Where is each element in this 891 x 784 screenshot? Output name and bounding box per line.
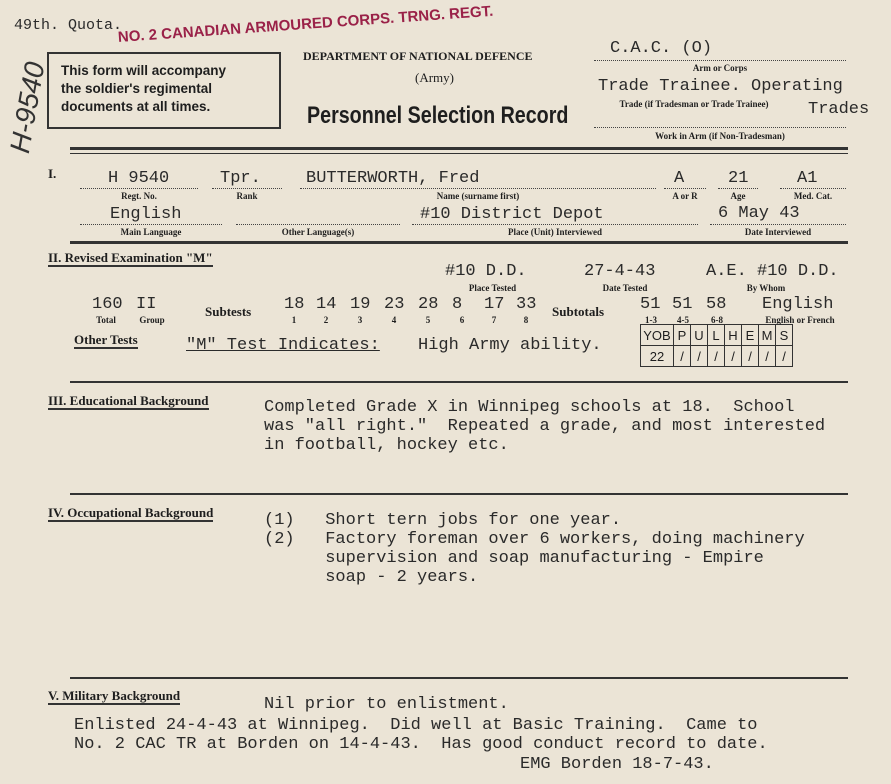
line: (1) Short tern jobs for one year. (264, 511, 622, 530)
line: Nil prior to enlistment. (264, 695, 509, 714)
pulhems-header: U (691, 325, 708, 346)
pulhems-header: E (742, 325, 759, 346)
by-whom: A.E. #10 D.D. (706, 262, 839, 281)
pulhems-header: P (674, 325, 691, 346)
subtotal-range: 1-3 (645, 315, 657, 325)
line: No. 2 CAC TR at Borden on 14-4-43. Has good conduct record to date. (74, 735, 768, 754)
label: Main Language (120, 227, 182, 237)
subtest-number: 3 (357, 315, 363, 325)
label: English or French (765, 315, 835, 325)
label: A or R (672, 191, 698, 201)
pulhems-header: H (725, 325, 742, 346)
label: Rank (236, 191, 258, 201)
title: V. Military Background (48, 688, 181, 703)
label: Other Tests (74, 332, 138, 347)
m-test-result: High Army ability. (418, 336, 602, 355)
title: III. Educational Background (48, 393, 209, 408)
line: was "all right." Repeated a grade, and most interested (264, 417, 826, 436)
pulhems-value: / (759, 346, 776, 367)
subtotals-label: Subtotals (552, 304, 605, 319)
pulhems-value: / (742, 346, 759, 367)
quota: 49th. Quota. (14, 17, 123, 34)
label: Name (surname first) (436, 191, 520, 201)
label: Place Tested (468, 283, 517, 293)
army: (Army) (415, 70, 454, 85)
handwritten-regt-no: H-9540 (4, 59, 51, 156)
group: II (136, 295, 157, 314)
label: Date Interviewed (744, 227, 812, 237)
label: Total (96, 315, 116, 325)
pulhems-header: YOB (641, 325, 674, 346)
a-or-r: A (674, 169, 685, 188)
label: Trade (if Tradesman or Trade Trainee) (619, 99, 769, 109)
line: in football, hockey etc. (264, 436, 509, 455)
place-interviewed: #10 District Depot (420, 205, 604, 224)
subtest-score: 23 (384, 295, 405, 314)
subtest-score: 18 (284, 295, 305, 314)
subtotal-range: 6-8 (711, 315, 723, 325)
line: Enlisted 24-4-43 at Winnipeg. Did well at Basic Training. Came to (74, 716, 758, 735)
subtests-label: Subtests (205, 304, 252, 319)
label: Regt. No. (121, 191, 157, 201)
label: Arm or Corps (692, 63, 748, 73)
trade-cont: Trades (808, 100, 870, 119)
line: soap - 2 years. (264, 568, 479, 587)
notice-box (47, 52, 281, 129)
subtest-number: 7 (491, 315, 497, 325)
pulhems-header: M (759, 325, 776, 346)
med-cat: A1 (797, 169, 818, 188)
pulhems-header: S (776, 325, 793, 346)
name: BUTTERWORTH, Fred (306, 169, 480, 188)
english-or-french: English (762, 295, 834, 314)
label: Date Tested (602, 283, 648, 293)
subtotal-score: 51 (640, 295, 661, 314)
notice-line: This form will accompany (61, 63, 227, 78)
title: IV. Occupational Background (48, 505, 214, 520)
rank: Tpr. (220, 169, 261, 188)
section-num: I. (48, 166, 57, 181)
age: 21 (728, 169, 749, 188)
subtest-score: 33 (516, 295, 537, 314)
subtest-number: 5 (425, 315, 431, 325)
main-language: English (110, 205, 182, 224)
line: supervision and soap manufacturing - Empire (264, 549, 764, 568)
section-4-title (48, 505, 213, 520)
page-title: Personnel Selection Record (307, 102, 569, 129)
subtotal-range: 4-5 (677, 315, 689, 325)
date-tested: 27-4-43 (584, 262, 656, 281)
pulhems-value: / (708, 346, 725, 367)
m-test-label: "M" Test Indicates: (186, 336, 380, 355)
subtest-score: 28 (418, 295, 439, 314)
arm-corps: C.A.C. (O) (610, 39, 713, 58)
department: DEPARTMENT OF NATIONAL DEFENCE (303, 49, 533, 63)
title: II. Revised Examination "M" (48, 250, 213, 265)
notice-line: the soldier's regimental (61, 81, 213, 96)
pulhems-value: / (691, 346, 708, 367)
label: By Whom (746, 283, 786, 293)
pulhems-value: / (776, 346, 793, 367)
signature-line: EMG Borden 18-7-43. (520, 755, 714, 774)
label: Med. Cat. (793, 191, 833, 201)
subtest-number: 4 (391, 315, 397, 325)
subtest-score: 8 (452, 295, 463, 314)
section-5-title (48, 688, 180, 703)
unit-stamp: NO. 2 CANADIAN ARMOURED CORPS. TRNG. REGT. (117, 2, 494, 46)
label: Age (730, 191, 746, 201)
place-tested: #10 D.D. (445, 262, 527, 281)
pulhems-value: / (725, 346, 742, 367)
date-interviewed: 6 May 43 (718, 204, 800, 223)
subtest-number: 2 (323, 315, 329, 325)
education-text (264, 398, 825, 455)
pulhems-value: / (674, 346, 691, 367)
military-text (74, 716, 768, 754)
subtest-number: 1 (291, 315, 297, 325)
subtest-number: 8 (523, 315, 529, 325)
trade: Trade Trainee. Operating (598, 77, 843, 96)
occupation-text (264, 511, 805, 587)
subtotal-score: 51 (672, 295, 693, 314)
subtest-score: 14 (316, 295, 337, 314)
notice-line: documents at all times. (61, 99, 211, 114)
subtest-score: 19 (350, 295, 371, 314)
label: Place (Unit) Interviewed (508, 227, 602, 237)
subtest-number: 6 (459, 315, 465, 325)
label: Other Language(s) (281, 227, 355, 237)
section-3-title (48, 393, 209, 408)
other-tests (74, 332, 138, 347)
subtest-score: 17 (484, 295, 505, 314)
line: Completed Grade X in Winnipeg schools at 18. School (264, 398, 795, 417)
total-score: 160 (92, 295, 123, 314)
label: Group (139, 315, 165, 325)
label: Work in Arm (if Non-Tradesman) (655, 131, 785, 141)
line: (2) Factory foreman over 6 workers, doing machinery (264, 530, 805, 549)
pulhems-value: 22 (641, 346, 674, 367)
subtotal-score: 58 (706, 295, 727, 314)
pulhems-header: L (708, 325, 725, 346)
section-2-title (48, 250, 213, 265)
pulhems-table (640, 324, 793, 367)
regt-no: H 9540 (108, 169, 170, 188)
